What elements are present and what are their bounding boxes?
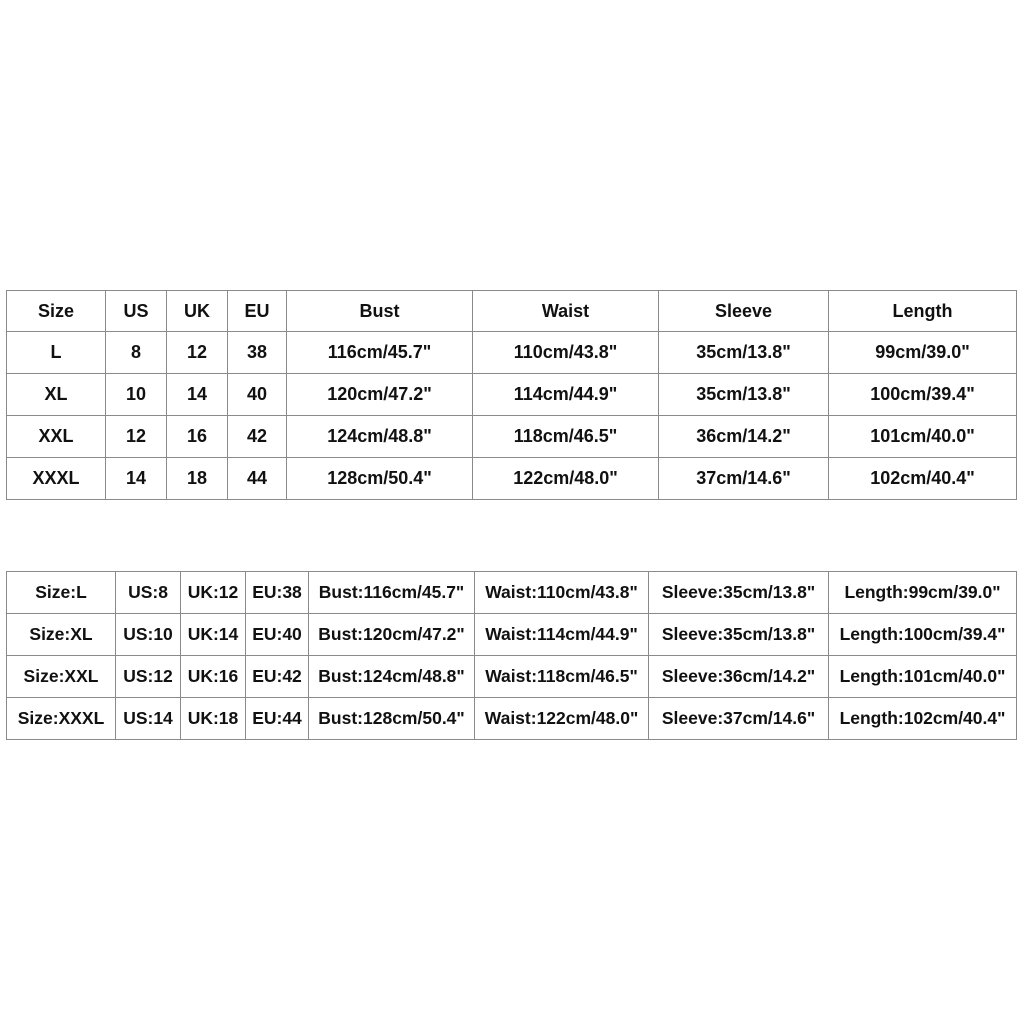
cell-size: Size:XL bbox=[7, 614, 116, 656]
cell-bust: 120cm/47.2" bbox=[287, 374, 473, 416]
table-row bbox=[7, 458, 1017, 500]
cell-eu: 40 bbox=[228, 374, 287, 416]
size-chart-table-labeled bbox=[6, 571, 1017, 740]
cell-us: US:14 bbox=[116, 698, 181, 740]
cell-sleeve: Sleeve:36cm/14.2" bbox=[649, 656, 829, 698]
cell-uk: UK:16 bbox=[181, 656, 246, 698]
cell-sleeve: 37cm/14.6" bbox=[659, 458, 829, 500]
cell-uk: 12 bbox=[167, 332, 228, 374]
cell-us: US:12 bbox=[116, 656, 181, 698]
table-row bbox=[7, 614, 1017, 656]
table-row bbox=[7, 374, 1017, 416]
table-row bbox=[7, 656, 1017, 698]
header-cell-sleeve: Sleeve bbox=[659, 291, 829, 332]
cell-waist: 118cm/46.5" bbox=[473, 416, 659, 458]
table-row bbox=[7, 572, 1017, 614]
cell-sleeve: 35cm/13.8" bbox=[659, 374, 829, 416]
cell-waist: 110cm/43.8" bbox=[473, 332, 659, 374]
size-chart-table-columns bbox=[6, 290, 1017, 500]
cell-size: Size:L bbox=[7, 572, 116, 614]
cell-length: 100cm/39.4" bbox=[829, 374, 1017, 416]
cell-us: 12 bbox=[106, 416, 167, 458]
cell-waist: Waist:114cm/44.9" bbox=[475, 614, 649, 656]
cell-size: Size:XXL bbox=[7, 656, 116, 698]
cell-waist: 122cm/48.0" bbox=[473, 458, 659, 500]
cell-waist: Waist:118cm/46.5" bbox=[475, 656, 649, 698]
cell-size: L bbox=[7, 332, 106, 374]
cell-bust: Bust:116cm/45.7" bbox=[309, 572, 475, 614]
cell-eu: EU:42 bbox=[246, 656, 309, 698]
cell-eu: 42 bbox=[228, 416, 287, 458]
cell-bust: Bust:128cm/50.4" bbox=[309, 698, 475, 740]
cell-uk: 18 bbox=[167, 458, 228, 500]
cell-size: XL bbox=[7, 374, 106, 416]
cell-length: Length:101cm/40.0" bbox=[829, 656, 1017, 698]
cell-eu: 44 bbox=[228, 458, 287, 500]
table-header-row bbox=[7, 291, 1017, 332]
cell-waist: Waist:110cm/43.8" bbox=[475, 572, 649, 614]
header-cell-waist: Waist bbox=[473, 291, 659, 332]
table-row bbox=[7, 416, 1017, 458]
cell-uk: 14 bbox=[167, 374, 228, 416]
header-cell-bust: Bust bbox=[287, 291, 473, 332]
cell-waist: Waist:122cm/48.0" bbox=[475, 698, 649, 740]
header-cell-size: Size bbox=[7, 291, 106, 332]
table-row bbox=[7, 332, 1017, 374]
cell-length: Length:99cm/39.0" bbox=[829, 572, 1017, 614]
cell-size: XXL bbox=[7, 416, 106, 458]
cell-us: 14 bbox=[106, 458, 167, 500]
cell-size: XXXL bbox=[7, 458, 106, 500]
cell-sleeve: Sleeve:35cm/13.8" bbox=[649, 572, 829, 614]
cell-uk: UK:18 bbox=[181, 698, 246, 740]
cell-bust: Bust:120cm/47.2" bbox=[309, 614, 475, 656]
cell-length: Length:100cm/39.4" bbox=[829, 614, 1017, 656]
cell-bust: Bust:124cm/48.8" bbox=[309, 656, 475, 698]
cell-sleeve: Sleeve:35cm/13.8" bbox=[649, 614, 829, 656]
cell-length: Length:102cm/40.4" bbox=[829, 698, 1017, 740]
cell-waist: 114cm/44.9" bbox=[473, 374, 659, 416]
cell-length: 101cm/40.0" bbox=[829, 416, 1017, 458]
cell-uk: UK:12 bbox=[181, 572, 246, 614]
cell-bust: 116cm/45.7" bbox=[287, 332, 473, 374]
cell-us: US:10 bbox=[116, 614, 181, 656]
header-cell-uk: UK bbox=[167, 291, 228, 332]
cell-us: 10 bbox=[106, 374, 167, 416]
cell-sleeve: 35cm/13.8" bbox=[659, 332, 829, 374]
cell-length: 99cm/39.0" bbox=[829, 332, 1017, 374]
cell-sleeve: Sleeve:37cm/14.6" bbox=[649, 698, 829, 740]
cell-length: 102cm/40.4" bbox=[829, 458, 1017, 500]
cell-uk: 16 bbox=[167, 416, 228, 458]
cell-size: Size:XXXL bbox=[7, 698, 116, 740]
header-cell-eu: EU bbox=[228, 291, 287, 332]
cell-uk: UK:14 bbox=[181, 614, 246, 656]
cell-bust: 124cm/48.8" bbox=[287, 416, 473, 458]
header-cell-length: Length bbox=[829, 291, 1017, 332]
cell-eu: EU:40 bbox=[246, 614, 309, 656]
cell-eu: 38 bbox=[228, 332, 287, 374]
table-row bbox=[7, 698, 1017, 740]
cell-us: US:8 bbox=[116, 572, 181, 614]
cell-sleeve: 36cm/14.2" bbox=[659, 416, 829, 458]
cell-eu: EU:38 bbox=[246, 572, 309, 614]
cell-eu: EU:44 bbox=[246, 698, 309, 740]
header-cell-us: US bbox=[106, 291, 167, 332]
cell-us: 8 bbox=[106, 332, 167, 374]
cell-bust: 128cm/50.4" bbox=[287, 458, 473, 500]
